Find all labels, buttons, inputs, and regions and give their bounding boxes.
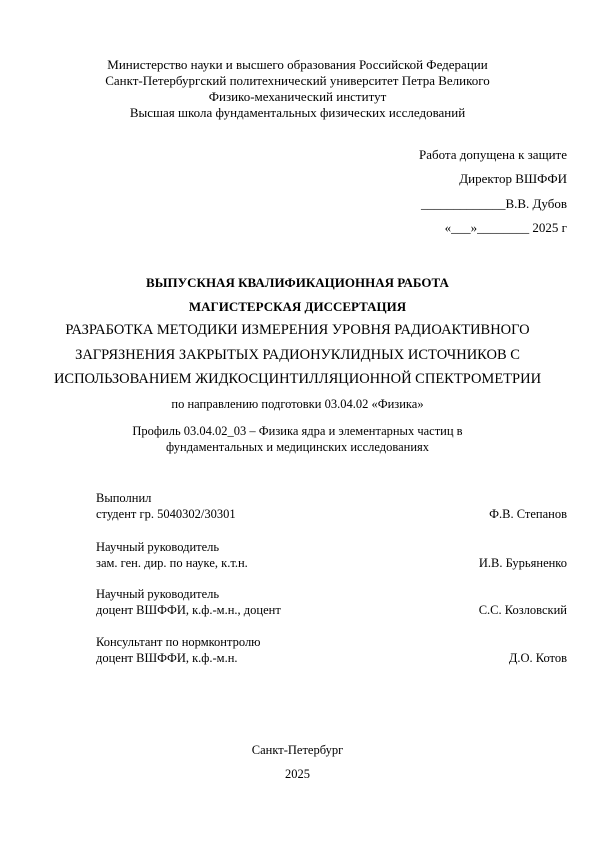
footer-city: Санкт-Петербург (251, 743, 344, 757)
profile-line-1: Профиль 03.04.02_03 – Физика ядра и элементарных частиц в (132, 424, 463, 438)
approval-admitted: Работа допущена к защите (418, 147, 567, 162)
university-name: Санкт-Петербургский политехнический университет Петра Великого (105, 73, 490, 88)
signatory-name: И.В. Бурьяненко (478, 556, 567, 570)
signatory-role: Консультант по нормконтролю (96, 635, 261, 649)
approval-director: Директор ВШФФИ (459, 171, 567, 186)
school-name: Высшая школа фундаментальных физических исследований (129, 105, 466, 120)
signatory-position: студент гр. 5040302/30301 (96, 507, 236, 521)
ministry-name: Министерство науки и высшего образования Российской Федерации (107, 57, 488, 72)
institute-name: Физико-механический институт (208, 89, 387, 104)
topic-line-2: ЗАГРЯЗНЕНИЯ ЗАКРЫТЫХ РАДИОНУКЛИДНЫХ ИСТОЧНИКОВ С (75, 347, 520, 363)
work-kind: ВЫПУСКНАЯ КВАЛИФИКАЦИОННАЯ РАБОТА (146, 275, 449, 290)
signatory-name: Ф.В. Степанов (489, 507, 567, 521)
signatory-position: доцент ВШФФИ, к.ф.-м.н., доцент (96, 603, 281, 617)
work-subkind: МАГИСТЕРСКАЯ ДИССЕРТАЦИЯ (188, 299, 407, 314)
approval-signature: _____________В.В. Дубов (420, 196, 567, 211)
signatory-name: С.С. Козловский (478, 603, 567, 617)
signatory-role: Научный руководитель (96, 587, 220, 601)
signatory-role: Научный руководитель (96, 540, 220, 554)
topic-line-3: ИСПОЛЬЗОВАНИЕМ ЖИДКОСЦИНТИЛЛЯЦИОННОЙ СПЕКТРОМЕТРИИ (53, 371, 542, 387)
topic-line-1: РАЗРАБОТКА МЕТОДИКИ ИЗМЕРЕНИЯ УРОВНЯ РАДИОАКТИВНОГО (65, 322, 530, 338)
signatory-position: зам. ген. дир. по науке, к.т.н. (96, 556, 248, 570)
signatory-name: Д.О. Котов (508, 651, 567, 665)
study-direction: по направлению подготовки 03.04.02 «Физика» (171, 397, 424, 411)
profile-line-2: фундаментальных и медицинских исследованиях (165, 440, 430, 454)
footer-year: 2025 (285, 767, 310, 781)
signatory-position: доцент ВШФФИ, к.ф.-м.н. (96, 651, 238, 665)
approval-date: «___»________ 2025 г (444, 220, 567, 235)
signatory-role: Выполнил (96, 491, 152, 505)
